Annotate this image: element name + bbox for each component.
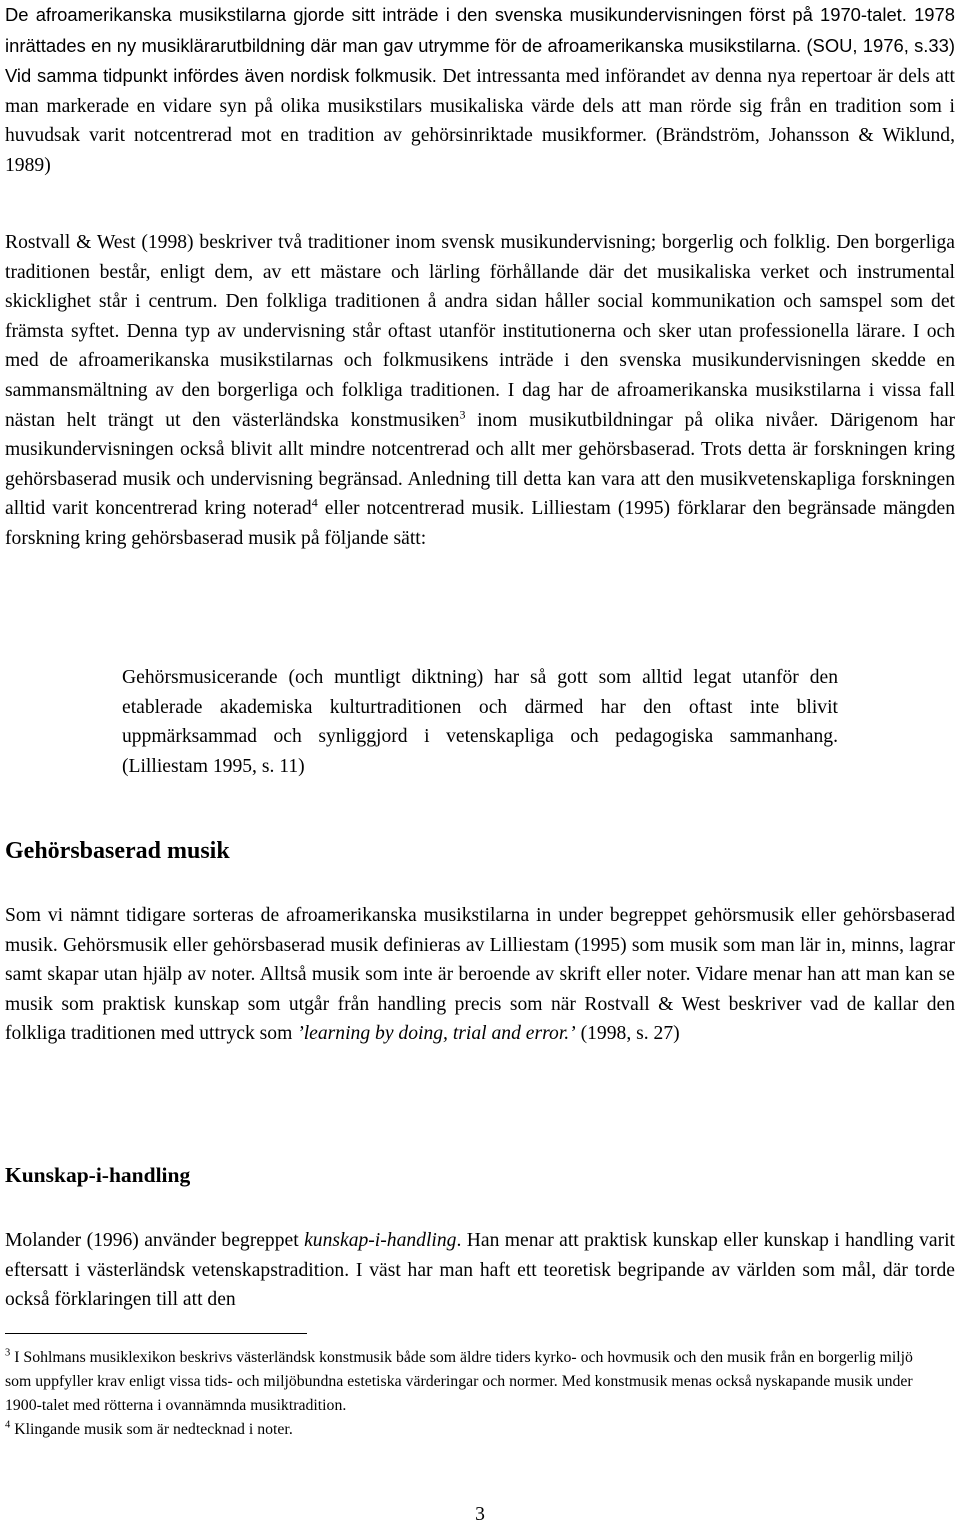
footnote-marker: 3 [5, 1347, 11, 1359]
paragraph-gehorsbaserad-part2: (1998, s. 27) [575, 1023, 680, 1045]
footnote-text: I Sohlmans musiklexikon beskrivs västerländsk konstmusik både som äldre tiders kyrko- och hovmusik och den musik från en borgerlig miljö som uppfyller krav enligt vissa tids- och miljöbundna estetiska värderingar och normer. Med konstmusik menas också nyskapande musik under 1900-talet med rötterna i ovannämnda musiktradition. [5, 1349, 913, 1414]
blockquote: Gehörsmusicerande (och muntligt diktning) har så gott som alltid legat utanför den etablerade akademiska kulturtraditionen och därmed har den oftast inte blivit uppmärksammad och synliggjord i vetenskapliga och pedagogiska sammanhang. (Lilliestam 1995, s. 11) [122, 667, 838, 777]
paragraph-kunskap-part2: . Han menar att praktisk kunskap eller kunskap i handling varit eftersatt i västerländsk vetenskapstradition. I väst har man haft ett teoretisk begripande av världen som mål, där torde också förklaringen till att den [5, 1230, 956, 1311]
paragraph-traditions-part1: Rostvall & West (1998) beskriver två traditioner inom svensk musikundervisning; borgerlig och folklig. Den borgerliga traditionen består, enligt dem, av ett mästare och lärling förhållande där det musikaliska verket och instrumental skicklighet står i centrum. Den folkliga traditionen å andra sidan håller social kommunikation och samspel som det främsta syftet. Denna typ av undervisning står oftast utanför institutionerna och sker utan professionella lärare. I och med de afroamerikanska musikstilarnas och folkmusikens inträde i den svenska musikundervisningen skedde en sammansmältning av den borgerliga och folkliga traditionen. I dag har de afroamerikanska musikstilarna i vissa fall nästan helt trängt ut den västerländska konstmusiken [5, 232, 955, 431]
footnote-marker: 4 [5, 1419, 11, 1431]
footnote-divider [5, 1333, 307, 1334]
footnote-4 [5, 1418, 935, 1442]
paragraph-gehorsbaserad-quote: ’learning by doing, trial and error.’ [297, 1023, 576, 1045]
section-heading-gehorsbaserad: Gehörsbaserad musik [5, 838, 230, 864]
paragraph-traditions-part2: inom musikutbildningar på olika nivåer. Därigenom har musikundervisningen också blivit allt mindre notcentrerad och allt mer gehörsbaserad. Trots detta är forskningen kring gehörsbaserad musik och undervisning begränsad. Anledning till detta kan vara att den musikvetenskapliga forskningen alltid varit koncentrerad kring noterad [5, 409, 955, 520]
paragraph-intro-serif-text: Det intressanta med införandet av denna nya repertoar är dels att man markerade en vidare syn på olika musikstilars musikaliska värde dels att man rörde sig från en tradition som i huvudsak varit notcentrerad mot en tradition av gehörsinriktade musikformer. (Brändström, Johansson & Wiklund, 1989) [5, 66, 955, 176]
footnote-ref-3[interactable]: 3 [459, 407, 466, 422]
footnotes [5, 1346, 935, 1442]
paragraph-kunskap-term: kunskap-i-handling [304, 1230, 457, 1251]
paragraph-intro-sans-text: De afroamerikanska musikstilarna gjorde sitt inträde i den svenska musikundervisningen först på 1970-talet. 1978 inrättades en ny musiklärarutbildning där man gav utrymme för de afroamerikanska musikstilarna. (SOU, 1976, s.33) Vid samma tidpunkt infördes även nordisk folkmusik. [5, 4, 955, 87]
footnote-3 [5, 1346, 935, 1418]
paragraph-gehorsbaserad [5, 901, 955, 1049]
paragraph-kunskap [5, 1226, 955, 1315]
page-number: 3 [475, 1504, 485, 1525]
section-heading-kunskap: Kunskap-i-handling [5, 1163, 191, 1187]
footnote-text: Klingande musik som är nedtecknad i noter. [10, 1421, 293, 1438]
footnote-ref-4[interactable]: 4 [311, 495, 318, 510]
paragraph-kunskap-part1: Molander (1996) använder begreppet [5, 1230, 305, 1251]
paragraph-traditions [5, 228, 955, 554]
paragraph-traditions-part3: eller notcentrerad musik. Lilliestam (1995) förklarar den begränsade mängden forskning kring gehörsbaserad musik på följande sätt: [5, 498, 955, 549]
paragraph-intro [5, 0, 955, 181]
paragraph-gehorsbaserad-part1: Som vi nämnt tidigare sorteras de afroamerikanska musikstilarna in under begreppet gehörsmusik eller gehörsbaserad musik. Gehörsmusik eller gehörsbaserad musik definieras av Lilliestam (1995) som musik som man lär in, minns, lagrar samt skapar utan hjälp av noter. Alltså musik som inte är beroende av skrift eller noter. Vidare menar han att man kan se musik som praktisk kunskap som utgår från handling precis som när Rostvall & West beskriver vad de kallar den folkliga traditionen med uttryck som [5, 905, 955, 1045]
